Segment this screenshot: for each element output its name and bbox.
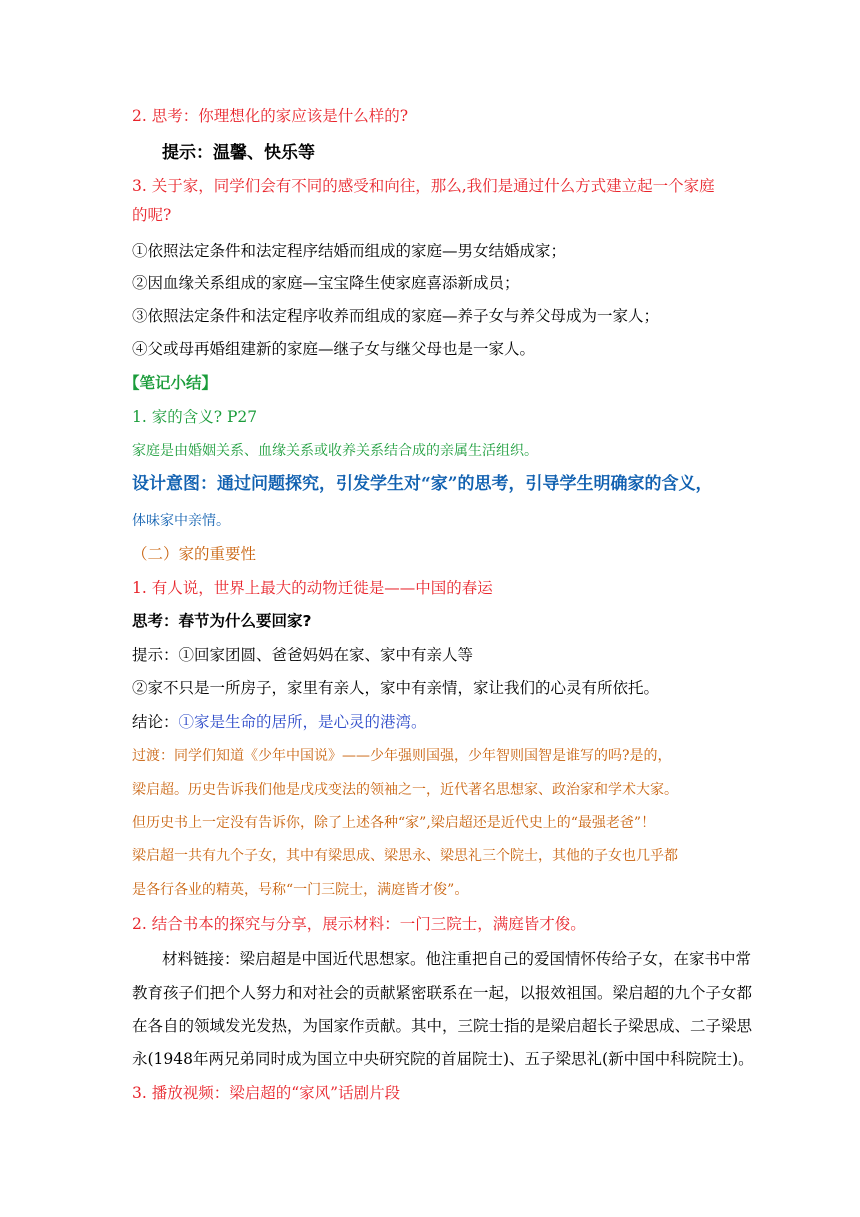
transition-line-3: 但历史书上一定没有告诉你，除了上述各种“家”,梁启超还是近代史上的“最强老爸”！ xyxy=(132,815,656,831)
conclusion xyxy=(132,711,732,733)
section-2-question-2: 2. 结合书本的探究与分享，展示材料：一门三院士，满庭皆才俊。 xyxy=(132,915,586,933)
material-line-2: 教育孩子们把个人努力和对社会的贡献紧密联系在一起，以报效祖国。梁启超的九个子女都 xyxy=(132,984,753,1002)
question-3-line2: 的呢? xyxy=(132,206,172,224)
question-3-line1: 3. 关于家，同学们会有不同的感受和向往，那么,我们是通过什么方式建立起一个家庭 xyxy=(132,177,715,195)
section-2-think: 思考：春节为什么要回家? xyxy=(132,612,312,630)
section-2-question-1: 1. 有人说，世界上最大的动物迁徙是——中国的春运 xyxy=(132,579,493,597)
notes-answer: 家庭是由婚姻关系、血缘关系或收养关系结合成的亲属生活组织。 xyxy=(132,443,538,459)
material-line-4: 永(1948年两兄弟同时成为国立中央研究院的首届院士)、五子梁思礼(新中国中科院院士)。 xyxy=(132,1050,754,1068)
section-2-hint-2: ②家不只是一所房子，家里有亲人，家中有亲情，家让我们的心灵有所依托。 xyxy=(132,679,660,697)
design-intent-line2: 体味家中亲情。 xyxy=(132,513,230,529)
transition-line-4: 梁启超一共有九个子女，其中有梁思成、梁思永、梁思礼三个院士，其他的子女也几乎都 xyxy=(132,848,678,864)
section-2-hint: 提示：①回家团圆、爸爸妈妈在家、家中有亲人等 xyxy=(132,646,474,664)
transition-line-1: 过渡：同学们知道《少年中国说》——少年强则国强，少年智则国智是谁写的吗?是的， xyxy=(132,748,672,764)
family-type-item-1: ①依照法定条件和法定程序结婚而组成的家庭—男女结婚成家； xyxy=(132,242,567,260)
family-type-item-3: ③依照法定条件和法定程序收养而组成的家庭—养子女与养父母成为一家人； xyxy=(132,307,660,325)
family-type-item-4: ④父或母再婚组建新的家庭—继子女与继父母也是一家人。 xyxy=(132,340,536,358)
question-2: 2. 思考：你理想化的家应该是什么样的? xyxy=(132,107,409,125)
transition-line-2: 梁启超。历史告诉我们他是戊戌变法的领袖之一，近代著名思想家、政治家和学术大家。 xyxy=(132,782,678,798)
section-2-question-3: 3. 播放视频：梁启超的“家风”话剧片段 xyxy=(132,1084,401,1102)
material-line-3: 在各自的领域发光发热，为国家作贡献。其中，三院士指的是梁启超长子梁思成、二子梁思 xyxy=(132,1017,753,1035)
family-type-item-2: ②因血缘关系组成的家庭—宝宝降生使家庭喜添新成员； xyxy=(132,274,520,292)
notes-question-1: 1. 家的含义? P27 xyxy=(132,408,258,426)
conclusion-label: 结论： xyxy=(132,713,179,731)
design-intent-line1: 设计意图：通过问题探究，引发学生对“家”的思考，引导学生明确家的含义， xyxy=(132,474,713,494)
notes-heading: 【笔记小结】 xyxy=(124,373,218,392)
hint-warm-happy: 提示：温馨、快乐等 xyxy=(162,143,315,163)
transition-line-5: 是各行各业的精英，号称“一门三院士，满庭皆才俊”。 xyxy=(132,882,469,898)
conclusion-text: ①家是生命的居所，是心灵的港湾。 xyxy=(178,713,427,731)
section-2-heading: （二）家的重要性 xyxy=(132,545,257,563)
material-line-1: 材料链接：梁启超是中国近代思想家。他注重把自己的爱国情怀传给子女，在家书中常 xyxy=(162,950,752,968)
